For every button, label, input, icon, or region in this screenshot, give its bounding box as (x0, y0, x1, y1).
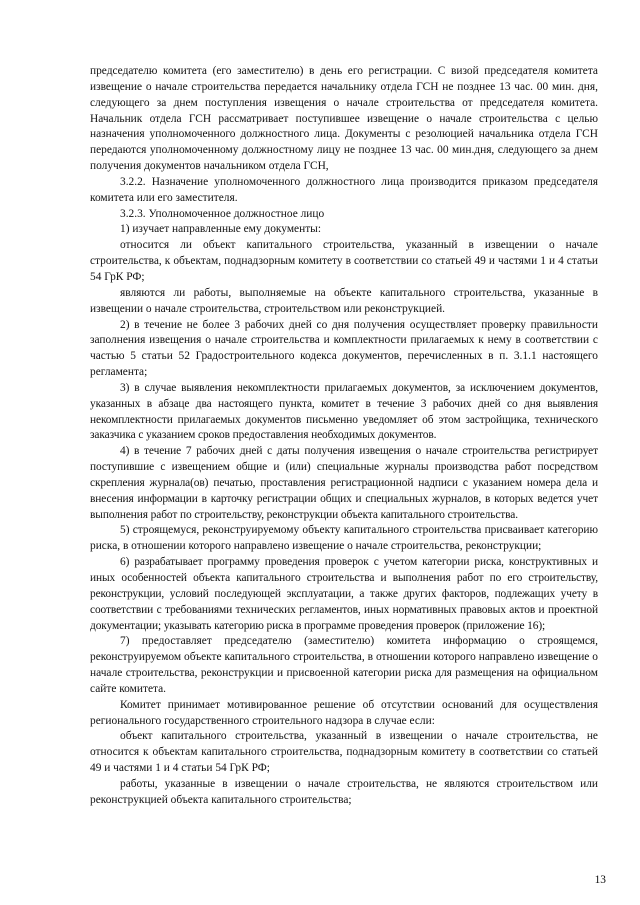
document-page (90, 64, 598, 809)
paragraph-8: 3) в случае выявления некомплектности прилагаемых документов, за исключением документов, указанных в абзаце два настоящего пункта, комитет в течение 3 рабочих дней со дня выявления некомплектности прилагаемых документов письменно уведомляет об этом застройщика, технического заказчика с указанием сроков предоставления необходимых документов. (90, 381, 598, 442)
paragraph-11: 6) разрабатывает программу проведения проверок с учетом категории риска, конструктивных и иных особенностей объекта капитального строительства и выполнения работ по его строительству, реконструкции, условий последующей эксплуатации, а также других факторов, подлежащих учету в соответствии с требованиями технических регламентов, иных нормативных правовых актов и проектной документации; указывать категорию риска в программе проведения проверок (приложение 16); (90, 556, 598, 632)
paragraph-6: являются ли работы, выполняемые на объекте капитального строительства, указанные в извещении о начале строительства, строительством или реконструкцией. (90, 286, 598, 315)
paragraph-9: 4) в течение 7 рабочих дней с даты получения извещения о начале строительства регистрирует поступившие с извещением общие и (или) специальные журналы производства работ посредством скрепления журнала(ов) печатью, проставления регистрационной надписи с указанием номера дела и внесения информации в карточку регистрации общих и специальных журналов, в которых ведется учет выполнения работ по строительству, реконструкции объекта капитального строительства. (90, 445, 598, 521)
paragraph-15: работы, указанные в извещении о начале строительства, не являются строительством или реконструкцией объекта капитального строительства; (90, 777, 598, 806)
paragraph-4: 1) изучает направленные ему документы: (120, 223, 321, 236)
paragraph-13: Комитет принимает мотивированное решение об отсутствии оснований для осуществления регионального государственного строительного надзора в случае если: (90, 698, 598, 727)
paragraph-1: председателю комитета (его заместителю) в день его регистрации. С визой председателя комитета извещение о начале строительства передается начальнику отдела ГСН не позднее 13 час. 00 мин. дня, следующего за днем поступления извещения о начале строительства от председателя комитета. Начальник отдела ГСН рассматривает поступившее извещение о начале строительства с целью назначения уполномоченного должностного лица. Документы с резолюцией начальника отдела ГСН передаются уполномоченному должностному лицу не позднее 13 час. 00 мин.дня, следующего за днем получения документов начальником отдела ГСН, (90, 65, 598, 173)
paragraph-14: объект капитального строительства, указанный в извещении о начале строительства, не относится к объектам капитального строительства, поднадзорным комитету в соответствии со статьей 49 и частями 1 и 4 статьи 54 ГрК РФ; (90, 730, 598, 775)
paragraph-10: 5) строящемуся, реконструируемому объекту капитального строительства присваивает категорию риска, в отношении которого направлено извещение о начале строительства, реконструкции; (90, 524, 598, 553)
paragraph-5: относится ли объект капитального строительства, указанный в извещении о начале строительства, к объектам, поднадзорным комитету в соответствии со статьей 49 и частями 1 и 4 статьи 54 ГрК РФ; (90, 239, 598, 283)
paragraph-12: 7) предоставляет председателю (заместителю) комитета информацию о строящемся, реконструируемом объекте капитального строительства, в отношении которого направлено извещение о начале строительства, реконструкции и присвоенной категории риска для размещения на официальном сайте комитета. (90, 635, 598, 695)
page-number: 13 (594, 874, 606, 886)
paragraph-2: 3.2.2. Назначение уполномоченного должностного лица производится приказом председателя комитета или его заместителя. (90, 175, 598, 204)
paragraph-3: 3.2.3. Уполномоченное должностное лицо (120, 207, 325, 220)
paragraph-7: 2) в течение не более 3 рабочих дней со дня получения осуществляет проверку правильности заполнения извещения о начале строительства и комплектности прилагаемых к нему в соответствии с частью 5 статьи 52 Градостроительного кодекса документов, перечисленных в п. 3.1.1 настоящего регламента; (90, 318, 598, 379)
